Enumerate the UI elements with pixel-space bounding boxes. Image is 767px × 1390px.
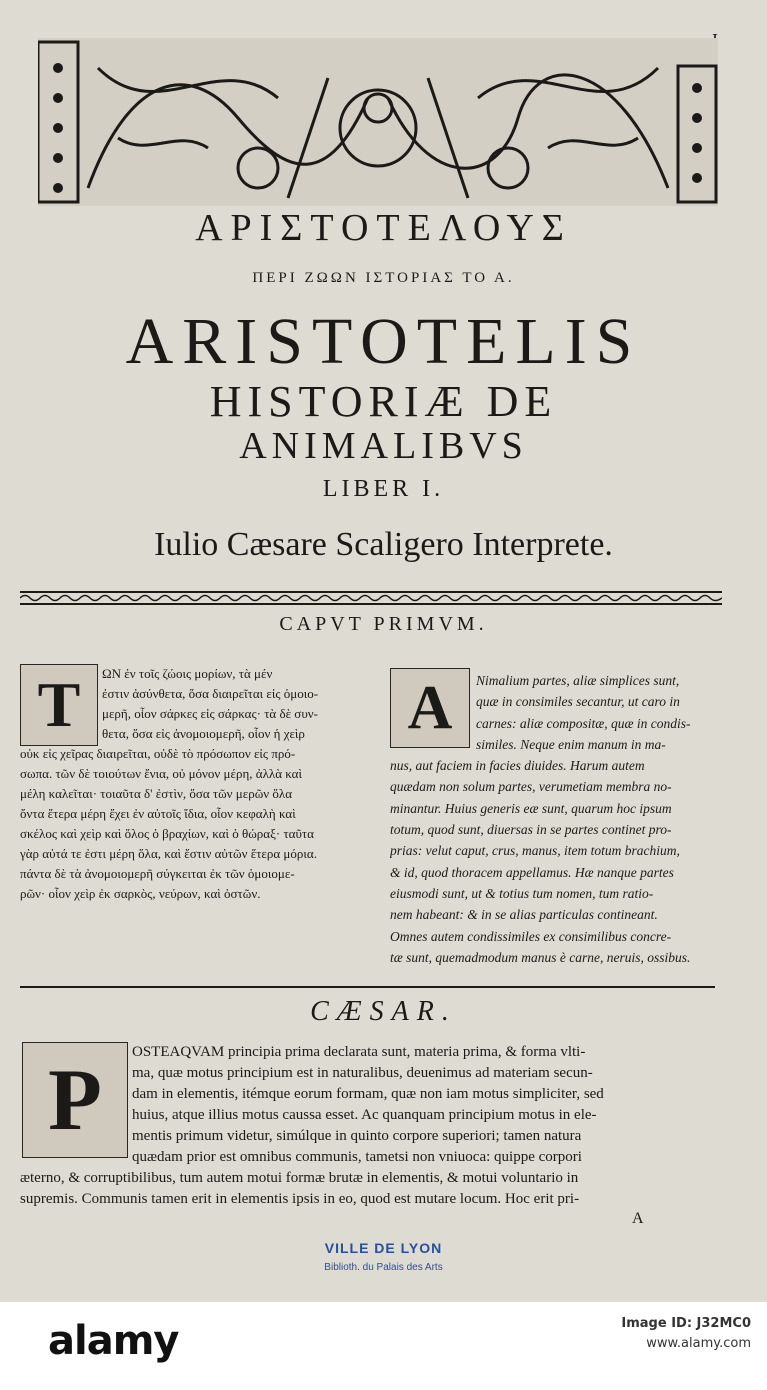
body-line: supremis. Communis tamen erit in elementis ipsis in eo, quod est mutare locum. Hoc erit pri-	[20, 1191, 580, 1207]
latin-title-historiae: HISTORIÆ DE	[209, 377, 558, 426]
body-line: mentis primum videtur, simúlque in quinto corpore superiori; tamen natura	[132, 1128, 582, 1144]
latin-line: quæ in consimiles secantur, ut caro in	[476, 694, 680, 710]
commentary-body	[20, 1042, 720, 1210]
image-meta	[621, 1314, 751, 1354]
latin-line: eiusmodi sunt, ut & totius tum nomen, tum ratio-	[390, 885, 654, 901]
greek-line: σκέλος καὶ χεὶρ καὶ ὅλος ὁ βραχίων, καὶ ὁ θώραξ· ταῦτα	[20, 826, 314, 841]
image-id: Image ID: J32MC0	[621, 1316, 751, 1331]
body-line: OSTEAQVAM principia prima declarata sunt, materia prima, & forma vlti-	[132, 1044, 586, 1060]
greek-line: οὐκ εἰς χεῖρας διαιρεῖται, οὐδὲ τὸ πρόσωπον εἰς πρό-	[20, 746, 296, 761]
library-stamp-subtitle: Biblioth. du Palais des Arts	[324, 1262, 443, 1273]
stock-footer	[0, 1302, 767, 1390]
latin-line: minantur. Huius generis eæ sunt, quarum hoc ipsum	[390, 800, 672, 816]
body-dropcap: P	[22, 1042, 128, 1158]
greek-line: ὄντα ἕτερα μέρη ἔχει ἐν αὐτοῖς ἴδια, οἷον κεφαλὴ καὶ	[20, 806, 296, 821]
body-line: quædam prior est omnibus communis, tametsi non vniuoca: quippe corpori	[132, 1149, 582, 1165]
site-url[interactable]: www.alamy.com	[646, 1336, 751, 1351]
latin-line: Nimalium partes, aliæ simplices sunt,	[476, 673, 680, 688]
body-line: ma, quæ motus principium est in naturalibus, deuenimus ad materiam secun-	[132, 1065, 593, 1081]
greek-line: θετα, ὅσα εἰς ἀνομοιομερῆ, οἷον ἡ χεὶρ	[102, 726, 305, 741]
greek-line: γὰρ αὐτά τε ἐστι μέρη ὅλα, καὶ ἔστιν αὐτῶν ἕτερα μόρια.	[20, 846, 317, 861]
latin-column	[390, 670, 722, 968]
latin-title-author: ARISTOTELIS	[125, 305, 642, 378]
latin-line: prias: velut caput, crus, manus, item totum brachium,	[390, 843, 680, 859]
ornamental-rule	[20, 590, 722, 606]
latin-dropcap: A	[390, 668, 470, 748]
latin-line: & id, quod thoracem appellamus. Hæ nanque partes	[390, 864, 674, 880]
section-rule	[20, 986, 715, 988]
body-line: æterno, & corruptibilibus, tum autem motui formæ brutæ in elementis, & motui voluntario in	[20, 1170, 579, 1186]
greek-column	[20, 664, 376, 904]
latin-line: tæ sunt, quemadmodum manus è carne, neruis, ossibus.	[390, 949, 691, 965]
greek-line: ρῶν· οἷον χεὶρ ἐκ σαρκὸς, νεύρων, καὶ ὀστῶν.	[20, 886, 261, 901]
greek-line: μέλη καλεῖται· τοιαῦτα δ' ἐστὶν, ὅσα τῶν μερῶν ὅλα	[20, 786, 293, 801]
greek-subtitle: ΠΕΡΙ ΖΩΩΝ ΙΣΤΟΡΙΑΣ ΤΟ Α.	[252, 270, 515, 286]
greek-line: σωπα. τῶν δὲ τοιούτων ἔνια, οὐ μόνον μέρη, ἀλλὰ καὶ	[20, 766, 302, 781]
ornamental-headpiece	[38, 38, 718, 206]
caesar-heading: CÆSAR.	[310, 996, 457, 1027]
library-stamp-title: VILLE DE LYON	[324, 1240, 443, 1256]
latin-line: nem habeant: & in se alias particulas contineant.	[390, 907, 658, 923]
latin-title-translator: Iulio Cæsare Scaligero Interprete.	[154, 526, 613, 563]
latin-title-liber: LIBER I.	[322, 476, 445, 502]
latin-title-animalibus: ANIMALIBVS	[239, 425, 528, 467]
greek-line: ΩΝ ἐν τοῖς ζώοις μορίων, τὰ μέν	[102, 666, 273, 681]
brand-logo: alamy	[48, 1318, 179, 1364]
latin-line: carnes: aliæ compositæ, quæ in condis-	[476, 715, 691, 731]
latin-line: totum, quod sunt, diuersas in se partes continet pro-	[390, 822, 672, 838]
signature-mark: A	[632, 1210, 644, 1227]
greek-title: ΑΡΙΣΤΟΤΕΛΟΥΣ	[195, 207, 572, 249]
latin-line: nus, aut faciem in facies diuides. Harum autem	[390, 758, 645, 774]
latin-line: quædam non solum partes, verumetiam membra no-	[390, 779, 672, 795]
chapter-heading: CAPVT PRIMVM.	[279, 613, 488, 635]
latin-line: Omnes autem condissimiles ex consimilibus concre-	[390, 928, 672, 944]
greek-dropcap: T	[20, 664, 98, 746]
body-line: dam in elementis, itémque eorum formam, quæ non iam motus simpliciter, sed	[132, 1086, 604, 1102]
latin-line: similes. Neque enim manum in ma-	[476, 736, 666, 752]
greek-line: ἐστιν ἀσύνθετα, ὅσα διαιρεῖται εἰς ὁμοιο-	[102, 686, 319, 701]
greek-line: μερῆ, οἷον σάρκες εἰς σάρκας· τὰ δὲ συν-	[102, 706, 318, 721]
body-line: huius, atque illius motus caussa esset. Ac quanquam principium motus in ele-	[132, 1107, 597, 1123]
greek-line: πάντα δὲ τὰ ἀνομοιομερῆ σύγκειται ἐκ τῶν ὁμοιομε-	[20, 866, 295, 881]
